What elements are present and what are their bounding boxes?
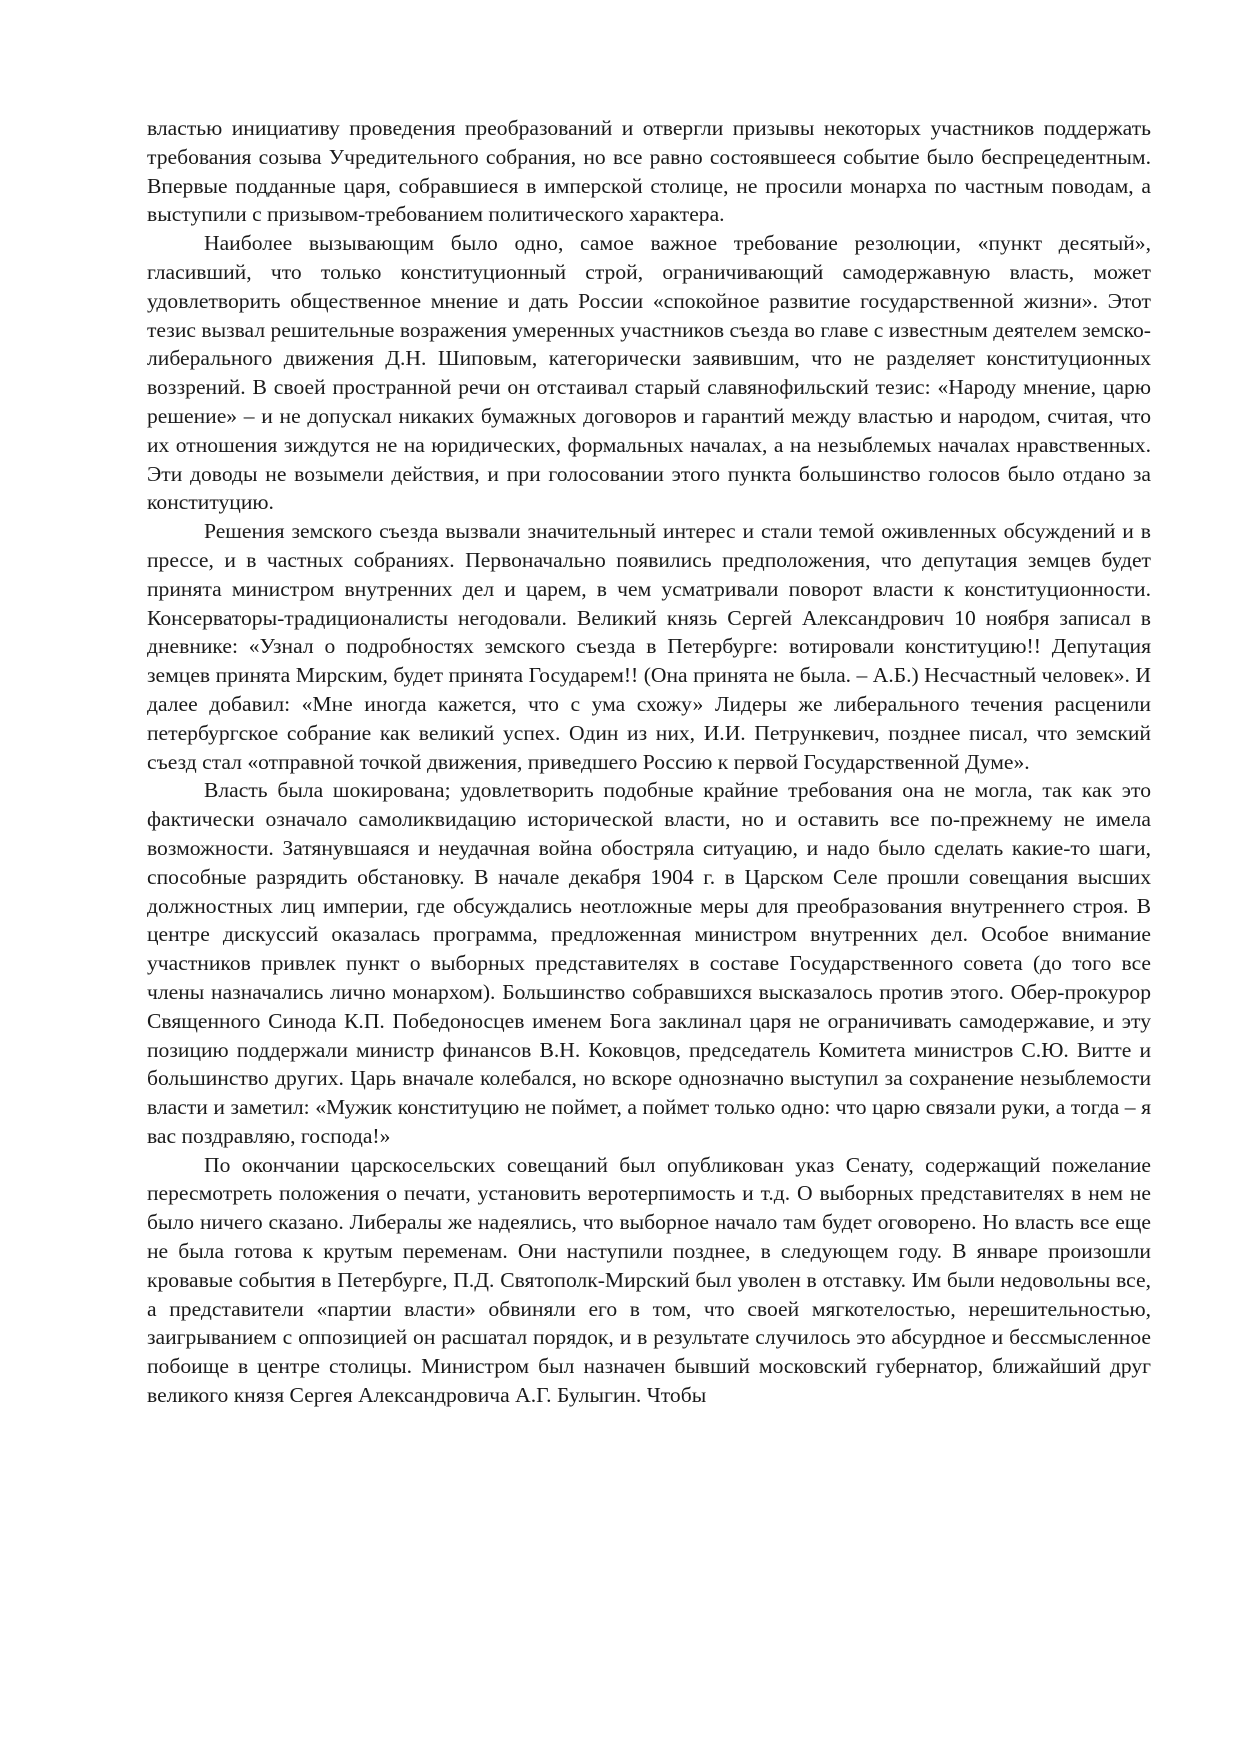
paragraph-point-ten: Наиболее вызывающим было одно, самое важное требование резолюции, «пункт десятый», гласивший, что только конституционный строй, ограничивающий самодержавную власть, может удовлетворить общественное мнение и дать России «спокойное развитие государственной жизни». Этот тезис вызвал решительные возражения умеренных участников съезда во главе с известным деятелем земско-либерального движения Д.Н. Шиповым, категорически заявившим, что не разделяет конституционных воззрений. В своей пространной речи он отстаивал старый славянофильский тезис: «Народу мнение, царю решение» – и не допускал никаких бумажных договоров и гарантий между властью и народом, считая, что их отношения зиждутся не на юридических, формальных началах, а на незыблемых началах нравственных. Эти доводы не возымели действия, и при голосовании этого пункта большинство голосов было отдано за конституцию. [147,231,1151,515]
paragraph-government-response: Власть была шокирована; удовлетворить подобные крайние требования она не могла, так как это фактически означало самоликвидацию исторической власти, но и оставить все по-прежнему не имела возможности. Затянувшаяся и неудачная война обостряла ситуацию, и надо было сделать какие-то шаги, способные разрядить обстановку. В начале декабря 1904 г. в Царском Селе прошли совещания высших должностных лиц империи, где обсуждались неотложные меры для преобразования внутреннего строя. В центре дискуссий оказалась программа, предложенная министром внутренних дел. Особое внимание участников привлек пункт о выборных представителях в составе Государственного совета (до того все члены назначались лично монархом). Большинство собравшихся высказалось против этого. Обер-прокурор Священного Синода К.П. Победоносцев именем Бога заклинал царя не ограничивать самодержавие, и эту позицию поддержали министр финансов В.Н. Коковцов, председатель Комитета министров С.Ю. Витте и большинство других. Царь вначале колебался, но вскоре однозначно выступил за сохранение незыблемости власти и заметил: «Мужик конституцию не поймет, а поймет только одно: что царю связали руки, а тогда – я вас поздравляю, господа!» [147,778,1151,1148]
document-page [147,114,1151,1410]
paragraph-congress-reaction: Решения земского съезда вызвали значительный интерес и стали темой оживленных обсуждений и в прессе, и в частных собраниях. Первоначально появились предположения, что депутация земцев будет принята министром внутренних дел и царем, в чем усматривали поворот власти к конституционности. Консерваторы-традиционалисты негодовали. Великий князь Сергей Александрович 10 ноября записал в дневнике: «Узнал о подробностях земского съезда в Петербурге: вотировали конституцию!! Депутация земцев принята Мирским, будет принята Государем!! (Она принята не была. – А.Б.) Несчастный человек». И далее добавил: «Мне иногда кажется, что с ума схожу» Лидеры же либерального течения расценили петербургское собрание как великий успех. Один из них, И.И. Петрункевич, позднее писал, что земский съезд стал «отправной точкой движения, приведшего Россию к первой Государственной Думе». [147,519,1151,774]
paragraph-senate-decree: По окончании царскосельских совещаний был опубликован указ Сенату, содержащий пожелание пересмотреть положения о печати, установить веротерпимость и т.д. О выборных представителях в нем не было ничего сказано. Либералы же надеялись, что выборное начало там будет оговорено. Но власть все еще не была готова к крутым переменам. Они наступили позднее, в следующем году. В январе произошли кровавые события в Петербурге, П.Д. Святополк-Мирский был уволен в отставку. Им были недовольны все, а представители «партии власти» обвиняли его в том, что своей мягкотелостью, нерешительностью, заигрыванием с оппозицией он расшатал порядок, и в результате случилось это абсурдное и бессмысленное побоище в центре столицы. Министром был назначен бывший московский губернатор, ближайший друг великого князя Сергея Александровича А.Г. Булыгин. Чтобы [147,1152,1151,1408]
paragraph-continuation: властью инициативу проведения преобразований и отвергли призывы некоторых участников поддержать требования созыва Учредительного собрания, но все равно состоявшееся событие было беспрецедентным. Впервые подданные царя, собравшиеся в имперской столице, не просили монарха по частным поводам, а выступили с призывом-требованием политического характера. [147,116,1151,227]
